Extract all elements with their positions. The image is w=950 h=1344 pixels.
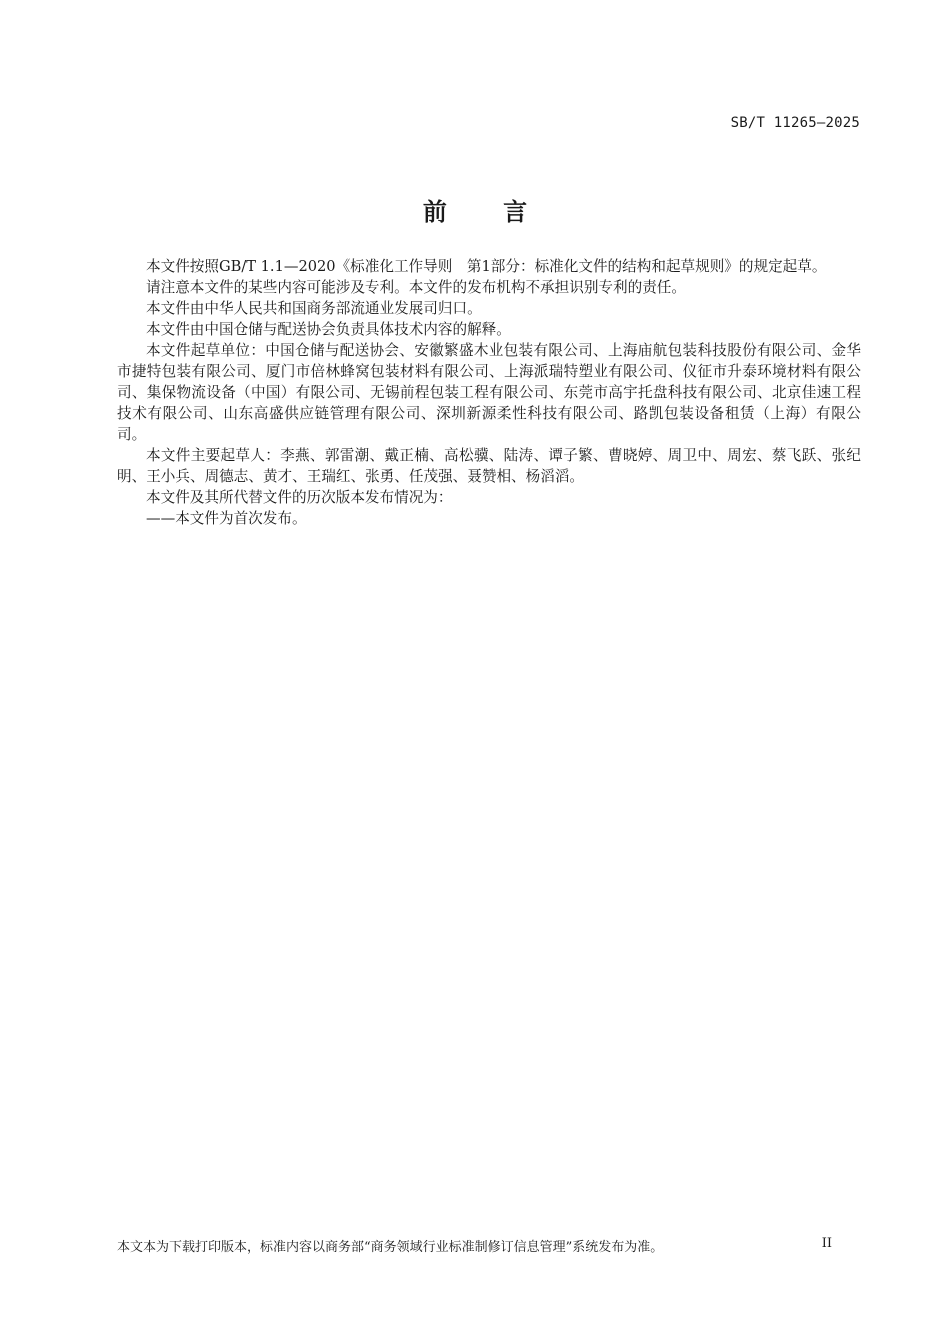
paragraph-drafting-units: 本文件起草单位：中国仓储与配送协会、安徽繁盛木业包装有限公司、上海庙航包装科技股份有限公司、金华市捷特包装有限公司、厦门市倍林蜂窝包装材料有限公司、上海派瑞特塑业有限公司、仪征市升泰环境材料有限公司、集保物流设备（中国）有限公司、无锡前程包装工程有限公司、东莞市高宇托盘科技有限公司、北京佳速工程技术有限公司、山东高盛供应链管理有限公司、深圳新源柔性科技有限公司、路凯包装设备租赁（上海）有限公司。 [117, 342, 861, 443]
paragraph-responsible-dept: 本文件由中华人民共和国商务部流通业发展司归口。 [146, 300, 482, 317]
paragraph-interpretation: 本文件由中国仓储与配送协会负责具体技术内容的解释。 [146, 321, 511, 338]
paragraph-patent-notice: 请注意本文件的某些内容可能涉及专利。本文件的发布机构不承担识别专利的责任。 [146, 279, 686, 296]
paragraph-version-history: 本文件及其所代替文件的历次版本发布情况为： [146, 489, 453, 506]
paragraph-first-release: ——本文件为首次发布。 [146, 510, 307, 527]
footer-note: 本文本为下载打印版本，标准内容以商务部“商务领域行业标准制修订信息管理”系统发布为准。 [117, 1240, 664, 1255]
foreword-body [117, 256, 861, 529]
standard-number: SB/T 11265—2025 [730, 115, 860, 131]
paragraph-drafters: 本文件主要起草人：李燕、郭雷潮、戴正楠、高松骥、陆涛、谭子繁、曹晓婷、周卫中、周宏、蔡飞跃、张纪明、王小兵、周德志、黄才、王瑞红、张勇、任茂强、聂赞相、杨滔滔。 [117, 447, 861, 485]
page-title: 前 言 [422, 198, 552, 226]
paragraph-drafting-rules: 本文件按照GB/T 1.1—2020《标准化工作导则 第1部分：标准化文件的结构和起草规则》的规定起草。 [146, 258, 827, 275]
page-number: II [821, 1236, 832, 1251]
